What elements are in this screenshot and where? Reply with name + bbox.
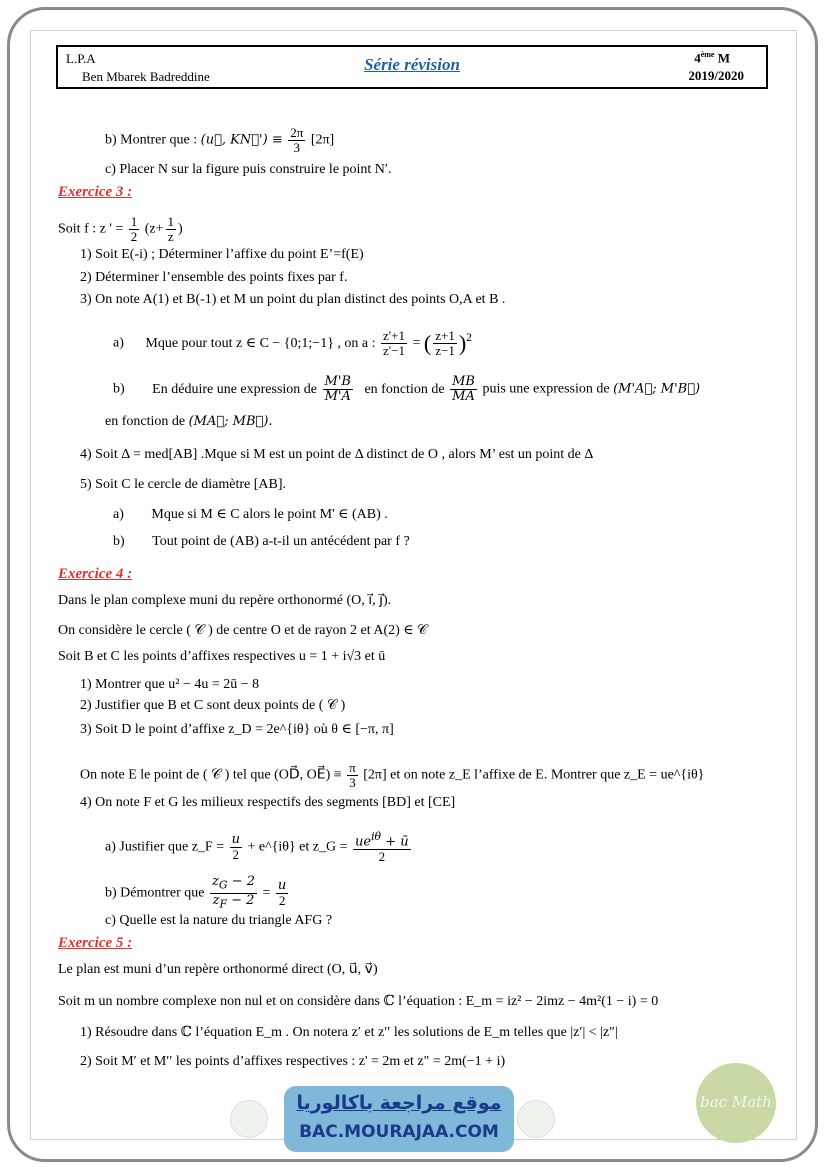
ex4-q2: 2) Justifier que B et C sont deux points de ( 𝒞 ) (80, 698, 346, 713)
ex4-q3: 3) Soit D le point d’affixe z_D = 2e^{iθ} où θ ∈ [−π, π] (80, 722, 394, 737)
ex5-q1: 1) Résoudre dans ℂ l’équation E_m . On notera z′ et z′′ les solutions de E_m telles que |z′| < |z″| (80, 1025, 618, 1040)
small-logo-right (517, 1100, 555, 1138)
ex3-q3: 3) On note A(1) et B(-1) et M un point du plan distinct des points O,A et B . (80, 292, 506, 307)
ex5-line2: Soit m un nombre complexe non nul et on considère dans ℂ l’équation : E_m = iz² − 2imz − 4m²(1 − i) = 0 (58, 994, 659, 1009)
ex3-q3a: a) Mque pour tout z ∈ C − {0;1;−1} , on a : $\frac{z'+1}{z'-1}$ = ( $\frac{z+1}{z-1}$ )$^2$ (113, 328, 472, 358)
ex4-line3: Soit B et C les points d’affixes respectives u = 1 + i√3 et ū (58, 649, 386, 664)
document-title: Série révision (364, 55, 460, 74)
exercise-3-title: Exercice 3 : (58, 184, 133, 200)
exercise-5-title: Exercice 5 : (58, 935, 133, 951)
ex5-line1: Le plan est muni d’un repère orthonormé direct (O, u⃗, v⃗) (58, 962, 378, 977)
document-header (56, 45, 768, 89)
ex3-intro: Soit f : z ' = $\frac{1}{2}$ (z+ $\frac{1}{z}$ ) (58, 214, 183, 244)
ex4-q4b: b) Démontrer que $\frac{z_G - 2}{z_F - 2}$ = $\frac{u}{2}$ (105, 874, 287, 911)
ex3-q2: 2) Déterminer l’ensemble des points fixes par f. (80, 270, 348, 285)
ex4-line1: Dans le plan complexe muni du repère orthonormé (O, i⃗, j⃗). (58, 593, 392, 608)
ex4-q3-cont: On note E le point de ( 𝒞 ) tel que (OD⃗, OE⃗) ≡ $\frac{\pi}{3}$ [2π] et on note z_E l’affixe de E. Montrer que z_E = ue^{iθ} (80, 760, 705, 790)
school-name: L.P.A (66, 51, 96, 66)
site-name-arabic: موقع مراجعة باكالوريا (296, 1092, 502, 1114)
ex5-q2: 2) Soit M′ et M′′ les points d’affixes respectives : z' = 2m et z" = 2m(−1 + i) (80, 1054, 506, 1069)
ex2-question-c: c) Placer N sur la figure puis construire le point N′. (105, 162, 392, 177)
site-url: BAC.MOURAJAA.COM (299, 1122, 499, 1142)
ex4-line2: On considère le cercle ( 𝒞 ) de centre O et de rayon 2 et A(2) ∈ 𝒞 (58, 623, 428, 638)
ex4-q4a: a) Justifier que z_F = $\frac{u}{2}$ + e^{iθ} et z_G = $\frac{ue^{i\theta} + ū}{2}$ (105, 830, 409, 865)
site-banner[interactable] (284, 1086, 514, 1152)
ex3-q4: 4) Soit Δ = med[AB] .Mque si M est un point de Δ distinct de O , alors M’ est un point de Δ (80, 447, 594, 462)
ex4-q1: 1) Montrer que u² − 4u = 2ū − 8 (80, 677, 260, 692)
ex3-q1: 1) Soit E(-i) ; Déterminer l’affixe du point E’=f(E) (80, 247, 364, 262)
teacher-name: Ben Mbarek Badreddine (82, 69, 210, 84)
ex3-q3b-cont: en fonction de (MA⃗; MB⃗). (105, 414, 273, 429)
bac-math-logo: bac Math (696, 1063, 776, 1143)
ex3-q5: 5) Soit C le cercle de diamètre [AB]. (80, 477, 287, 492)
class-level: 4ème M (694, 50, 730, 66)
ex4-q4: 4) On note F et G les milieux respectifs des segments [BD] et [CE] (80, 795, 456, 810)
school-year: 2019/2020 (688, 68, 744, 83)
ex2-question-b: b) Montrer que : (u⃗, KN⃗') ≡ $\frac{2\pi}{3}$ [2π] (105, 125, 335, 155)
ex3-q3b: b) En déduire une expression de $\frac{M'B}{M'A}$ en fonction de $\frac{MB}{MA}$ puis une expression de (M'A⃗; M'B⃗) (113, 374, 701, 404)
ex3-q5b: b) Tout point de (AB) a-t-il un antécédent par f ? (113, 534, 410, 549)
ex4-q4c: c) Quelle est la nature du triangle AFG ? (105, 913, 333, 928)
exercise-4-title: Exercice 4 : (58, 566, 133, 582)
small-logo-left (230, 1100, 268, 1138)
ex3-q5a: a) Mque si M ∈ C alors le point M' ∈ (AB) . (113, 507, 388, 522)
